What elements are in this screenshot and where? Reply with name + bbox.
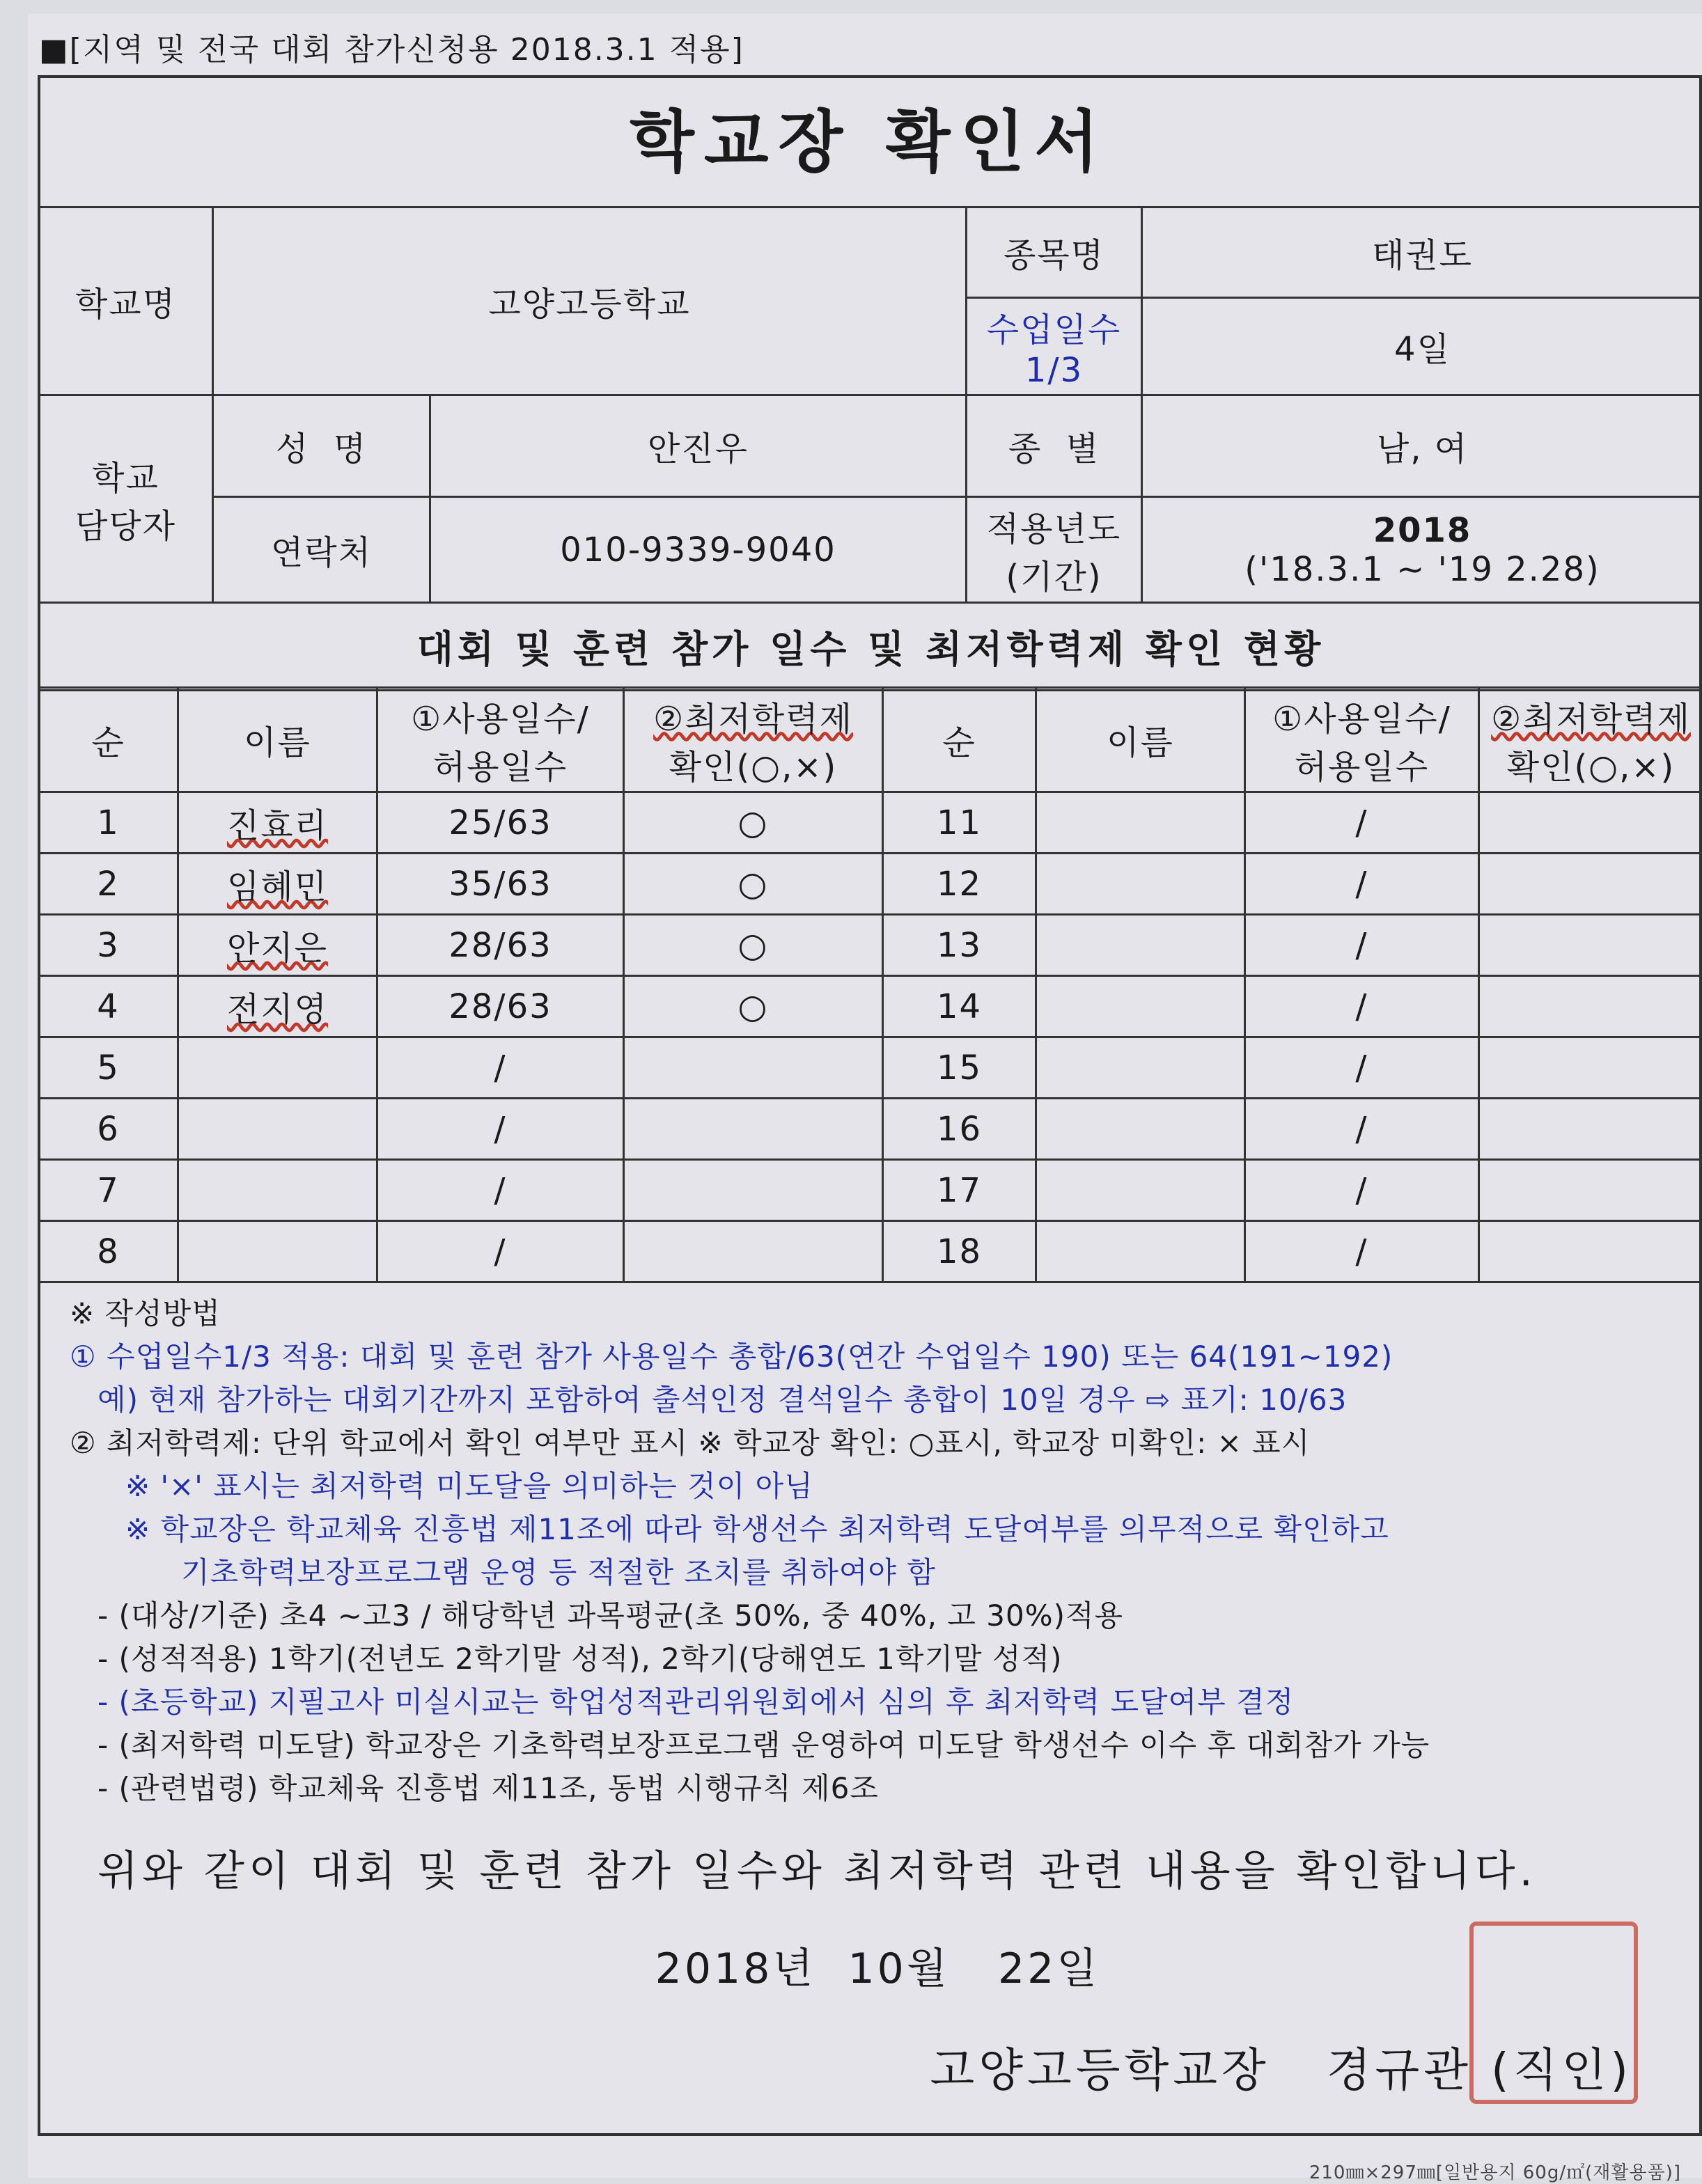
col-check-right-line2: 확인(○,×) [1480, 740, 1702, 788]
row-no-right-cell [883, 976, 1036, 1037]
table-row [39, 1160, 1702, 1221]
row-check-cell [624, 1221, 883, 1282]
instructions [70, 1292, 1699, 1810]
row-check-right-cell [1479, 976, 1702, 1037]
row-no-right-cell [883, 854, 1036, 915]
participation-table [38, 686, 1702, 1283]
manager-label [39, 395, 213, 603]
table-row [39, 1099, 1702, 1160]
notes-line-9: - (초등학교) 지필고사 미실시교는 학업성적관리위원회에서 심의 후 최저학력 도달여부 결정 [70, 1681, 1699, 1724]
row-days-cell [377, 1160, 624, 1221]
row-days-cell [377, 1099, 624, 1160]
row-no-cell [39, 792, 178, 854]
row-days-cell [377, 854, 624, 915]
row-name-cell [178, 1160, 377, 1221]
row-name: 안지은 [227, 929, 328, 968]
year-period: ('18.3.1 ~ '19 2.28) [1143, 550, 1702, 589]
notes-line-10: - (최저학력 미도달) 학교장은 기초학력보장프로그램 운영하여 미도달 학생선수 이수 후 대회참가 가능 [70, 1724, 1699, 1767]
class-days-label [967, 298, 1142, 395]
row-days-right: / [1355, 987, 1368, 1026]
notes-line-11: - (관련법령) 학교체육 진흥법 제11조, 동법 시행규칙 제6조 [70, 1767, 1699, 1810]
row-name-cell [178, 915, 377, 976]
row-name-cell [178, 976, 377, 1037]
row-no-cell [39, 976, 178, 1037]
row-days-right: / [1355, 926, 1368, 965]
row-days: / [494, 1232, 506, 1271]
notes-line-7: - (대상/기준) 초4 ~고3 / 해당학년 과목평균(초 50%, 중 40%, 고 30%)적용 [70, 1594, 1699, 1637]
row-no-right: 16 [937, 1110, 982, 1149]
school-name-label: 학교명 [39, 207, 213, 395]
row-check-right-cell [1479, 1160, 1702, 1221]
class-days-label-line1: 수업일수 [967, 303, 1141, 351]
row-days-right-cell [1245, 1160, 1479, 1221]
col-name: 이름 [178, 688, 377, 792]
manager-label-line2: 담당자 [40, 499, 212, 547]
row-name-cell [178, 1037, 377, 1099]
year-value [1142, 497, 1702, 603]
notes-line-8: - (성적적용) 1학기(전년도 2학기말 성적), 2학기(당해연도 1학기말 성적) [70, 1637, 1699, 1681]
row-days-right: / [1355, 1232, 1368, 1271]
col-days-right-line2: 허용일수 [1246, 740, 1478, 788]
gender-value: 남, 여 [1142, 395, 1702, 497]
contact-label: 연락처 [213, 497, 430, 603]
row-no-cell [39, 1221, 178, 1282]
row-no-right-cell [883, 1037, 1036, 1099]
table-row [39, 1037, 1702, 1099]
row-no: 4 [97, 987, 120, 1026]
row-days-right-cell [1245, 1037, 1479, 1099]
sport-value: 태권도 [1142, 207, 1702, 298]
row-no-cell [39, 915, 178, 976]
sport-label: 종목명 [967, 207, 1142, 298]
col-check [624, 688, 883, 792]
table-row [39, 915, 1702, 976]
notes-line-1: ① 수업일수1/3 적용: 대회 및 훈련 참가 사용일수 총합/63(연간 수업일수 190) 또는 64(191~192) [70, 1335, 1699, 1378]
notes-line-3: ② 최저학력제: 단위 학교에서 확인 여부만 표시 ※ 학교장 확인: ○표시, 학교장 미확인: × 표시 [70, 1422, 1699, 1465]
col-no: 순 [39, 688, 178, 792]
row-no-cell [39, 1160, 178, 1221]
row-no-right-cell [883, 792, 1036, 854]
row-name-right-cell [1036, 1037, 1245, 1099]
row-check: ○ [738, 926, 769, 965]
row-check-cell [624, 915, 883, 976]
row-name-right-cell [1036, 1221, 1245, 1282]
row-no-right-cell [883, 1160, 1036, 1221]
form-header-tag: ■[지역 및 전국 대회 참가신청용 2018.3.1 적용] [39, 24, 744, 77]
row-no-right: 11 [937, 803, 982, 842]
school-info-table [38, 206, 1702, 691]
row-no: 1 [97, 803, 120, 842]
document-sheet [28, 14, 1702, 2178]
row-no: 7 [97, 1171, 120, 1210]
row-name-cell [178, 1099, 377, 1160]
manager-label-line1: 학교 [40, 451, 212, 499]
col-check-right [1479, 688, 1702, 792]
row-no-cell [39, 1037, 178, 1099]
row-check: ○ [738, 987, 769, 1026]
row-no-right-cell [883, 1099, 1036, 1160]
row-no-right: 17 [937, 1171, 982, 1210]
col-days-line1: ①사용일수/ [378, 692, 623, 740]
row-check-right-cell [1479, 1099, 1702, 1160]
row-days-cell [377, 1221, 624, 1282]
year-value-main: 2018 [1143, 511, 1702, 550]
row-days-right: / [1355, 1110, 1368, 1149]
row-name-right-cell [1036, 976, 1245, 1037]
year-label-line1: 적용년도 [967, 502, 1141, 550]
class-days-value: 4일 [1142, 298, 1702, 395]
row-days-right: / [1355, 1048, 1368, 1087]
row-name: 전지영 [227, 990, 328, 1029]
row-days: 35/63 [448, 865, 552, 904]
row-days-right-cell [1245, 976, 1479, 1037]
col-days-line2: 허용일수 [378, 740, 623, 788]
row-no-right: 18 [937, 1232, 982, 1271]
row-days-right-cell [1245, 915, 1479, 976]
row-name-right-cell [1036, 792, 1245, 854]
paper-spec-footer: 210㎜×297㎜[일반용지 60g/㎡(재활용품)] [1309, 2158, 1681, 2184]
row-no: 3 [97, 926, 120, 965]
col-check-line2: 확인(○,×) [625, 740, 882, 788]
table-row [39, 854, 1702, 915]
row-days-cell [377, 915, 624, 976]
contact-value: 010-9339-9040 [430, 497, 967, 603]
row-days-right: / [1355, 865, 1368, 904]
row-no-right-cell [883, 915, 1036, 976]
row-no: 8 [97, 1232, 120, 1271]
row-check: ○ [738, 803, 769, 842]
row-days-right: / [1355, 1171, 1368, 1210]
row-no-right: 12 [937, 865, 982, 904]
col-check-line1: ②최저학력제 [625, 692, 882, 740]
row-name-right-cell [1036, 915, 1245, 976]
row-days-cell [377, 1037, 624, 1099]
row-name-cell [178, 1221, 377, 1282]
row-check-cell [624, 792, 883, 854]
section-title: 대회 및 훈련 참가 일수 및 최저학력제 확인 현황 [39, 603, 1702, 691]
row-name: 진효리 [227, 806, 328, 845]
row-check-right-cell [1479, 854, 1702, 915]
row-days: / [494, 1048, 506, 1087]
row-no: 5 [97, 1048, 120, 1087]
col-days-right-line1: ①사용일수/ [1246, 692, 1478, 740]
school-name-value: 고양고등학교 [213, 207, 967, 395]
row-days-right-cell [1245, 792, 1479, 854]
col-no-right: 순 [883, 688, 1036, 792]
row-name-right-cell [1036, 1099, 1245, 1160]
table-row [39, 792, 1702, 854]
row-check-cell [624, 1037, 883, 1099]
row-days: 28/63 [448, 987, 552, 1026]
row-check-cell [624, 854, 883, 915]
manager-name-value: 안진우 [430, 395, 967, 497]
row-no: 2 [97, 865, 120, 904]
row-name-cell [178, 854, 377, 915]
year-label-line2: (기간) [967, 550, 1141, 598]
notes-heading: ※ 작성방법 [70, 1292, 1699, 1335]
row-check-cell [624, 1099, 883, 1160]
row-no-right: 13 [937, 926, 982, 965]
row-no-right: 14 [937, 987, 982, 1026]
table-row [39, 1221, 1702, 1282]
table-row [39, 976, 1702, 1037]
row-name-right-cell [1036, 854, 1245, 915]
document-title: 학교장 확인서 [40, 78, 1698, 206]
row-days-right-cell [1245, 1099, 1479, 1160]
row-check-cell [624, 1160, 883, 1221]
col-check-right-line1: ②최저학력제 [1480, 692, 1702, 740]
row-check-right-cell [1479, 915, 1702, 976]
class-days-label-line2: 1/3 [967, 351, 1141, 390]
row-no-cell [39, 1099, 178, 1160]
gender-label: 종 별 [967, 395, 1142, 497]
manager-name-label: 성 명 [213, 395, 430, 497]
row-days-cell [377, 792, 624, 854]
row-days-right: / [1355, 803, 1368, 842]
row-check-right-cell [1479, 792, 1702, 854]
row-days-cell [377, 976, 624, 1037]
row-name-right-cell [1036, 1160, 1245, 1221]
row-days: 28/63 [448, 926, 552, 965]
row-name: 임혜민 [227, 867, 328, 906]
row-days: 25/63 [448, 803, 552, 842]
confirmation-statement: 위와 같이 대회 및 훈련 참가 일수와 최저학력 관련 내용을 확인합니다. [97, 1838, 1699, 1898]
notes-line-2: 예) 현재 참가하는 대회기간까지 포함하여 출석인정 결석일수 총합이 10일 경우 ⇨ 표기: 10/63 [70, 1378, 1699, 1422]
row-check-right-cell [1479, 1221, 1702, 1282]
principal-signature: 고양고등학교장 경규관 (직인) [930, 2033, 1633, 2099]
row-no: 6 [97, 1110, 120, 1149]
col-days [377, 688, 624, 792]
col-days-right [1245, 688, 1479, 792]
col-name-right: 이름 [1036, 688, 1245, 792]
row-no-right-cell [883, 1221, 1036, 1282]
row-days-right-cell [1245, 1221, 1479, 1282]
row-check: ○ [738, 865, 769, 904]
row-no-cell [39, 854, 178, 915]
row-check-cell [624, 976, 883, 1037]
year-label [967, 497, 1142, 603]
row-name-cell [178, 792, 377, 854]
row-no-right: 15 [937, 1048, 982, 1087]
row-days: / [494, 1171, 506, 1210]
notes-line-4: ※ '×' 표시는 최저학력 미도달을 의미하는 것이 아님 [70, 1465, 1699, 1508]
row-days-right-cell [1245, 854, 1479, 915]
notes-line-6: 기초학력보장프로그램 운영 등 적절한 조치를 취하여야 함 [70, 1551, 1699, 1594]
row-check-right-cell [1479, 1037, 1702, 1099]
issue-date: 2018년 10월 22일 [28, 1935, 1702, 1995]
row-days: / [494, 1110, 506, 1149]
notes-line-5: ※ 학교장은 학교체육 진흥법 제11조에 따라 학생선수 최저학력 도달여부를 의무적으로 확인하고 [70, 1508, 1699, 1551]
